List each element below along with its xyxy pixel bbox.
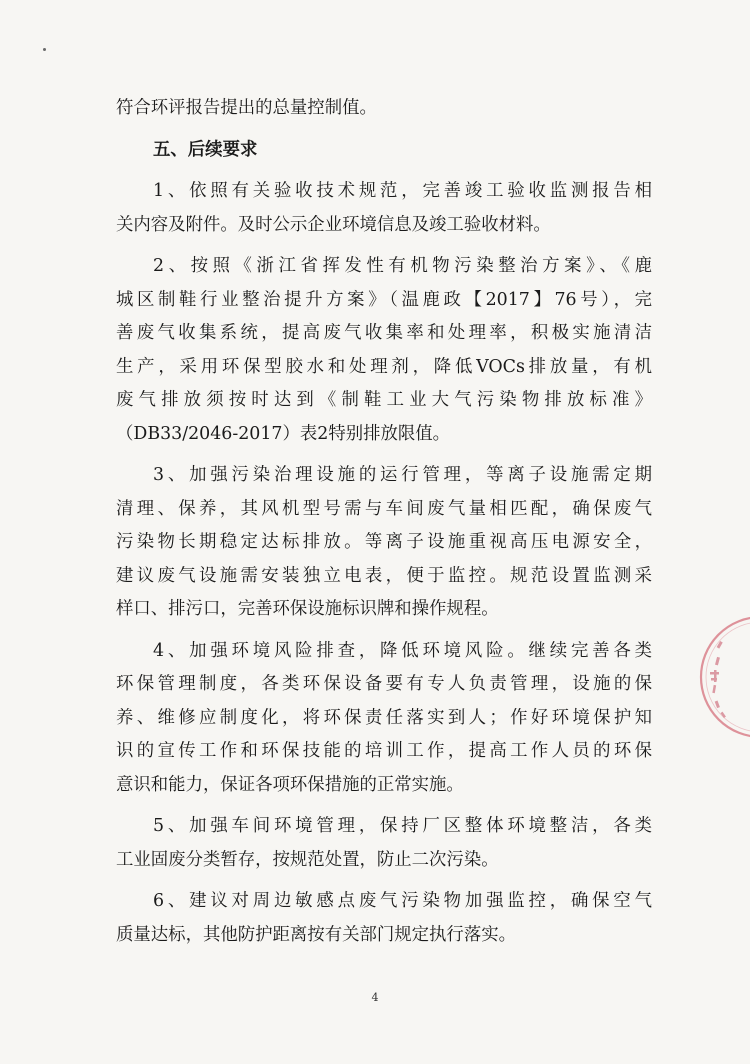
requirement-item-6 [116, 885, 652, 952]
paragraph-line: 质量达标，其他防护距离按有关部门规定执行落实。 [116, 924, 516, 945]
paragraph-line: 6、建议对周边敏感点废气污染物加强监控，确保空气 [153, 891, 652, 911]
scan-speck [43, 48, 46, 51]
paragraph-line: 善废气收集系统，提高废气收集率和处理率，积极实施清洁 [116, 323, 652, 343]
paragraph-line: 1、依照有关验收技术规范，完善竣工验收监测报告相 [153, 181, 652, 201]
paragraph-line: 4、加强环境风险排查，降低环境风险。继续完善各类 [153, 640, 652, 661]
requirement-item-2 [116, 250, 652, 451]
requirement-item-1 [116, 175, 652, 242]
paragraph-line: 城区制鞋行业整治提升方案》（温鹿政【2017】76号），完 [116, 289, 652, 310]
requirement-item-4 [116, 635, 652, 803]
red-seal-icon [696, 612, 750, 742]
requirement-item-3 [116, 459, 652, 627]
paragraph-line: 废气排放须按时达到《制鞋工业大气污染物排放标准》 [116, 390, 652, 410]
paragraph-line: 5、加强车间环境管理，保持厂区整体环境整洁，各类 [153, 816, 652, 836]
paragraph-line: 环保管理制度，各类环保设备要有专人负责管理，设施的保 [116, 674, 652, 694]
paragraph-line: 意识和能力，保证各项环保措施的正常实施。 [116, 774, 464, 795]
paragraph-line: 污染物长期稳定达标排放。等离子设施重视高压电源安全， [116, 532, 652, 552]
section-heading: 五、后续要求 [153, 139, 258, 160]
paragraph-line: 工业固废分类暂存，按规范处置，防止二次污染。 [116, 849, 499, 870]
paragraph-line: 建议废气设施需安装独立电表，便于监控。规范设置监测采 [116, 565, 652, 586]
paragraph-line: 2、按照《浙江省挥发性有机物污染整治方案》、《鹿 [153, 256, 652, 276]
continuation-line: 符合环评报告提出的总量控制值。 [116, 98, 377, 118]
paragraph-line: 样口、排污口，完善环保设施标识牌和操作规程。 [116, 599, 499, 619]
paragraph-line: 养、维修应制度化，将环保责任落实到人；作好环境保护知 [116, 707, 652, 728]
paragraph-line: 关内容及附件。及时公示企业环境信息及竣工验收材料。 [116, 214, 551, 235]
paragraph-line: 清理、保养，其风机型号需与车间废气量相匹配，确保废气 [116, 498, 652, 519]
paragraph-line: 生产，采用环保型胶水和处理剂，降低VOCs排放量，有机 [116, 356, 652, 377]
paragraph-line: 识的宣传工作和环保技能的培训工作，提高工作人员的环保 [116, 741, 652, 761]
paragraph-line: （DB33/2046-2017）表2特别排放限值。 [116, 423, 451, 444]
document-body [116, 92, 652, 952]
paragraph-line: 3、加强污染治理设施的运行管理，等离子设施需定期 [153, 465, 652, 485]
requirement-item-5 [116, 810, 652, 877]
page-number: 4 [371, 991, 379, 1004]
